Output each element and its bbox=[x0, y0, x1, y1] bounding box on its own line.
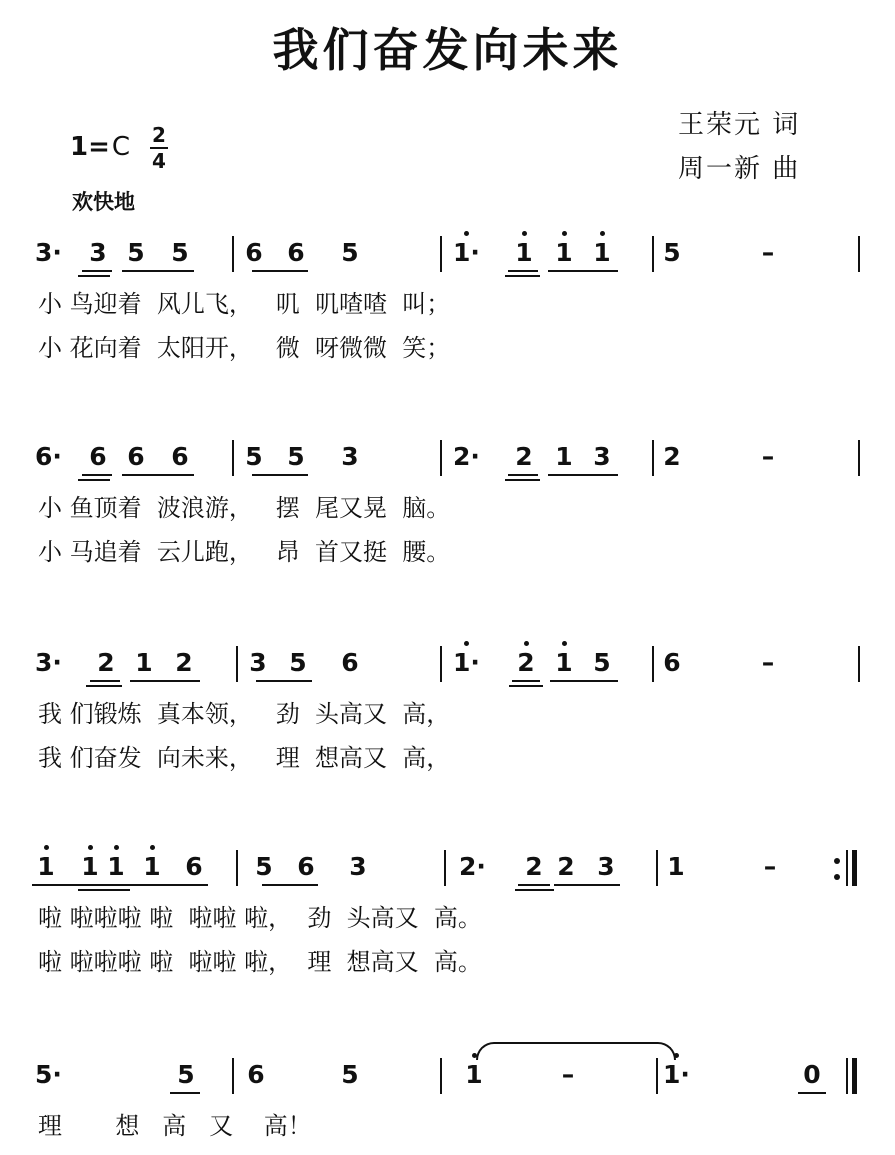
beam-underline bbox=[170, 1092, 200, 1094]
note: 6 bbox=[297, 852, 315, 881]
note: 2 bbox=[513, 648, 539, 678]
lyric-line: 小 马追着 云儿跑， 昂 首又挺 腰。 bbox=[38, 538, 451, 566]
note: 5 bbox=[341, 1060, 359, 1089]
barline bbox=[652, 236, 654, 272]
beam-underline bbox=[262, 884, 318, 886]
lyric-line: 我 们奋发 向未来， 理 想高又 高， bbox=[38, 744, 451, 772]
note: 5· bbox=[35, 1060, 62, 1089]
note: 1· bbox=[453, 648, 479, 678]
barline bbox=[858, 236, 860, 272]
beam-underline bbox=[252, 474, 308, 476]
note: 5 bbox=[177, 1060, 195, 1089]
lyric-line: 小 花向着 太阳开， 微 呀微微 笑； bbox=[38, 334, 451, 362]
beam-underline bbox=[78, 275, 110, 277]
lyricist-credit: 王荣元 词 bbox=[678, 110, 801, 140]
note: – bbox=[761, 442, 775, 471]
lyric-line: 小 鱼顶着 波浪游， 摆 尾又晃 脑。 bbox=[38, 494, 451, 522]
note: 5 bbox=[171, 238, 189, 267]
barline bbox=[236, 646, 238, 682]
barline bbox=[652, 440, 654, 476]
note: 2· bbox=[453, 442, 480, 471]
note: 1 bbox=[77, 852, 103, 882]
note: 3 bbox=[593, 442, 611, 471]
final-barline bbox=[852, 850, 857, 886]
note: – bbox=[763, 852, 777, 881]
note: 1· bbox=[663, 1060, 689, 1090]
note: 5 bbox=[663, 238, 681, 267]
time-signature bbox=[150, 124, 168, 172]
note: 3 bbox=[597, 852, 615, 881]
barline bbox=[440, 646, 442, 682]
note: 3 bbox=[341, 442, 359, 471]
barline bbox=[232, 1058, 234, 1094]
repeat-dot-bottom bbox=[834, 874, 840, 880]
note: 1 bbox=[667, 852, 685, 881]
beam-underline bbox=[130, 680, 200, 682]
composer-credit: 周一新 曲 bbox=[678, 154, 801, 184]
barline bbox=[858, 646, 860, 682]
note: 6 bbox=[245, 238, 263, 267]
barline bbox=[440, 236, 442, 272]
beam-underline bbox=[548, 270, 618, 272]
beam-underline bbox=[518, 884, 550, 886]
beam-underline bbox=[122, 474, 194, 476]
note: 1 bbox=[511, 238, 537, 268]
note: 6 bbox=[341, 648, 359, 677]
note: 2 bbox=[557, 852, 575, 881]
beam-underline bbox=[548, 474, 618, 476]
note: 3 bbox=[249, 648, 267, 677]
lyric-line: 理 想 高 又 高！ bbox=[38, 1112, 312, 1140]
note: 1 bbox=[33, 852, 59, 882]
note: 6· bbox=[35, 442, 62, 471]
note: 1 bbox=[135, 648, 153, 677]
note: 1 bbox=[551, 648, 577, 678]
note: 6 bbox=[171, 442, 189, 471]
barline bbox=[656, 1058, 658, 1094]
note: 5 bbox=[289, 648, 307, 677]
song-title: 我们奋发向未来 bbox=[272, 23, 623, 77]
time-top: 2 bbox=[152, 123, 166, 147]
time-bottom: 4 bbox=[152, 149, 166, 173]
beam-underline bbox=[32, 884, 208, 886]
lyric-line: 我 们锻炼 真本领， 劲 头高又 高， bbox=[38, 700, 451, 728]
final-barline bbox=[852, 1058, 857, 1094]
barline bbox=[652, 646, 654, 682]
note: – bbox=[761, 648, 775, 677]
barline bbox=[444, 850, 446, 886]
note: 1 bbox=[461, 1060, 487, 1090]
beam-underline bbox=[798, 1092, 826, 1094]
barline bbox=[846, 850, 848, 886]
barline bbox=[858, 440, 860, 476]
note: 1 bbox=[555, 442, 573, 471]
barline bbox=[232, 236, 234, 272]
note: 5 bbox=[341, 238, 359, 267]
beam-underline bbox=[505, 275, 540, 277]
note: 2· bbox=[459, 852, 486, 881]
repeat-dot-top bbox=[834, 858, 840, 864]
beam-underline bbox=[122, 270, 194, 272]
note: 2 bbox=[175, 648, 193, 677]
barline bbox=[236, 850, 238, 886]
tie-arc bbox=[476, 1042, 676, 1060]
note: 6 bbox=[185, 852, 203, 881]
key-prefix: 1= bbox=[70, 132, 110, 162]
note: 6 bbox=[89, 442, 107, 471]
lyric-line: 小 鸟迎着 风儿飞， 叽 叽喳喳 叫； bbox=[38, 290, 451, 318]
note: 6 bbox=[127, 442, 145, 471]
barline bbox=[846, 1058, 848, 1094]
beam-underline bbox=[509, 685, 543, 687]
note: – bbox=[761, 238, 775, 267]
note: 5 bbox=[287, 442, 305, 471]
beam-underline bbox=[515, 889, 554, 891]
beam-underline bbox=[78, 889, 130, 891]
beam-underline bbox=[508, 270, 538, 272]
note: 1 bbox=[103, 852, 129, 882]
barline bbox=[440, 1058, 442, 1094]
note: 1 bbox=[589, 238, 615, 268]
beam-underline bbox=[550, 680, 618, 682]
beam-underline bbox=[252, 270, 308, 272]
note: 5 bbox=[127, 238, 145, 267]
note: 3 bbox=[89, 238, 107, 267]
note: 5 bbox=[245, 442, 263, 471]
note: 3 bbox=[349, 852, 367, 881]
note: 2 bbox=[525, 852, 543, 881]
beam-underline bbox=[508, 474, 538, 476]
note: 1 bbox=[139, 852, 165, 882]
note: 1 bbox=[551, 238, 577, 268]
note: 2 bbox=[97, 648, 115, 677]
beam-underline bbox=[90, 680, 120, 682]
note: – bbox=[561, 1060, 575, 1089]
lyric-line: 啦 啦啦啦 啦 啦啦 啦， 劲 头高又 高。 bbox=[38, 904, 482, 932]
beam-underline bbox=[505, 479, 540, 481]
beam-underline bbox=[554, 884, 620, 886]
note: 5 bbox=[255, 852, 273, 881]
barline bbox=[656, 850, 658, 886]
note: 0 bbox=[803, 1060, 821, 1089]
note: 3· bbox=[35, 648, 62, 677]
tempo-marking: 欢快地 bbox=[72, 190, 135, 214]
note: 2 bbox=[515, 442, 533, 471]
barline bbox=[232, 440, 234, 476]
note: 3· bbox=[35, 238, 62, 267]
beam-underline bbox=[256, 680, 312, 682]
beam-underline bbox=[82, 474, 112, 476]
beam-underline bbox=[78, 479, 110, 481]
beam-underline bbox=[512, 680, 540, 682]
note: 6 bbox=[663, 648, 681, 677]
note: 2 bbox=[663, 442, 681, 471]
beam-underline bbox=[82, 270, 112, 272]
key-note: C bbox=[111, 132, 131, 162]
barline bbox=[440, 440, 442, 476]
note: 6 bbox=[287, 238, 305, 267]
key-signature bbox=[70, 132, 130, 162]
note: 5 bbox=[593, 648, 611, 677]
beam-underline bbox=[86, 685, 122, 687]
note: 1· bbox=[453, 238, 479, 268]
lyric-line: 啦 啦啦啦 啦 啦啦 啦， 理 想高又 高。 bbox=[38, 948, 482, 976]
note: 6 bbox=[247, 1060, 265, 1089]
